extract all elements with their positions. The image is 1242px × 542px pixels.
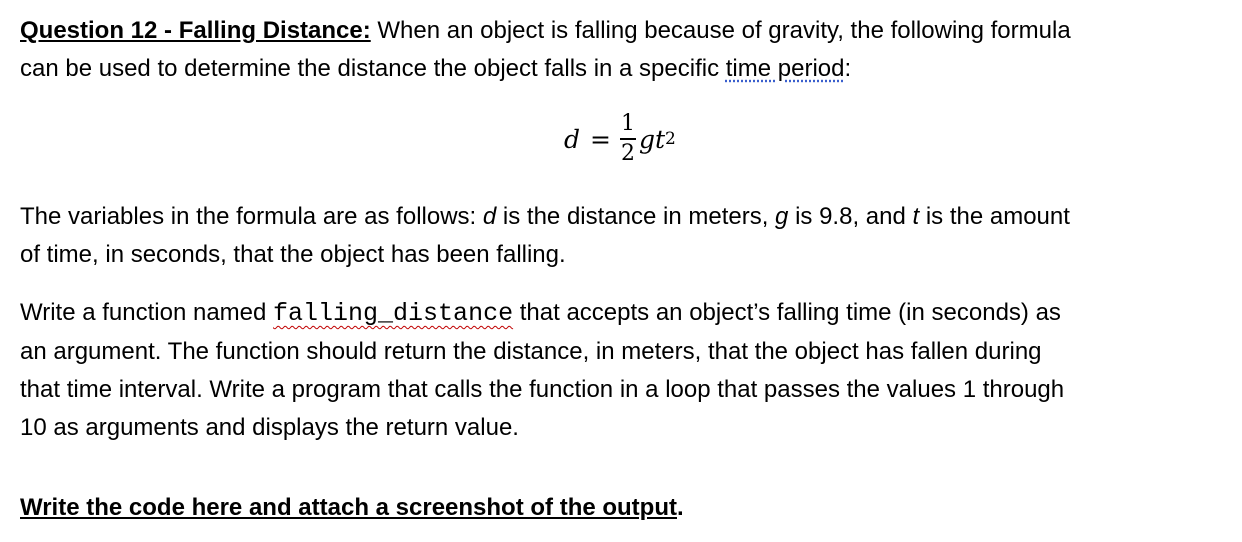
function-name-code: falling_distance	[273, 299, 514, 328]
task-text-2: that accepts an object’s falling time (in seconds) as	[513, 299, 1061, 326]
task-line-2: an argument. The function should return the distance, in meters, that the object has fallen during	[20, 338, 1042, 365]
question-heading: Question 12 - Falling Distance:	[20, 17, 371, 44]
variables-text-4: is the amount	[919, 203, 1070, 230]
variables-text-3: is 9.8, and	[788, 203, 913, 230]
variables-text-2: is the distance in meters,	[496, 203, 776, 230]
instruction-period: .	[677, 494, 684, 521]
instruction-text: Write the code here and attach a screenshot of the output	[20, 494, 677, 521]
task-paragraph	[20, 294, 1222, 447]
final-instruction	[20, 489, 1222, 527]
falling-distance-formula	[564, 94, 676, 184]
variables-text-1: The variables in the formula are as follows:	[20, 203, 483, 230]
formula-rhs: gt	[638, 124, 666, 154]
formula-block	[20, 88, 1222, 198]
intro-line1-text: When an object is falling because of gravity, the following formula	[370, 17, 1071, 44]
paragraph-spacer	[20, 274, 1222, 294]
formula-exponent: 2	[665, 129, 676, 149]
fraction-denominator: 2	[620, 140, 635, 166]
variables-line-2: of time, in seconds, that the object has been falling.	[20, 241, 566, 268]
task-text-1: Write a function named	[20, 299, 274, 326]
time-period-term[interactable]: time period	[725, 55, 845, 82]
variables-paragraph	[20, 198, 1222, 274]
variable-t: t	[912, 203, 920, 230]
intro-line2-colon: :	[844, 55, 852, 82]
task-line-3: that time interval. Write a program that calls the function in a loop that passes the values 1 through	[20, 376, 1065, 403]
intro-line2-text: can be used to determine the distance the object falls in a specific	[20, 55, 726, 82]
formula-fraction	[619, 112, 637, 166]
paragraph-spacer-2	[20, 447, 1222, 465]
formula-lhs: d	[564, 124, 581, 154]
variable-d: d	[482, 203, 497, 230]
fraction-numerator: 1	[620, 111, 635, 137]
task-line-4: 10 as arguments and displays the return value.	[20, 414, 519, 441]
variable-g: g	[775, 203, 789, 230]
formula-equals: =	[590, 124, 611, 154]
question-intro	[20, 12, 1222, 88]
